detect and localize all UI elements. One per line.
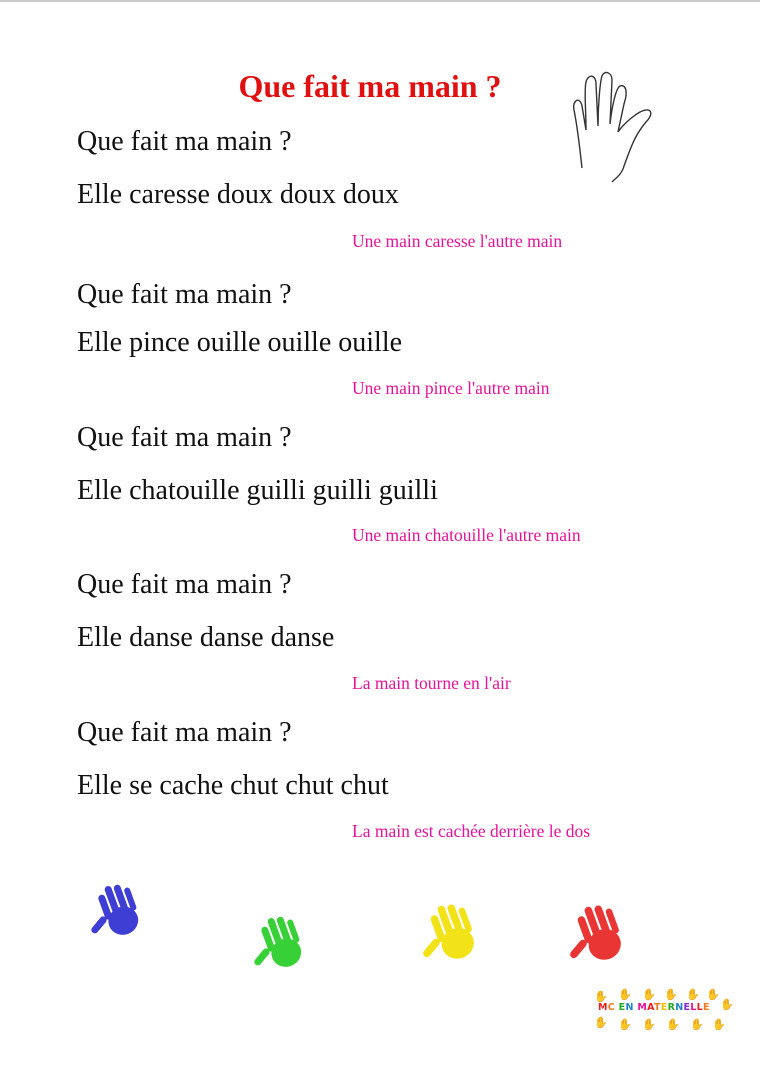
svg-text:✋: ✋	[594, 990, 608, 1003]
svg-text:✋: ✋	[720, 998, 734, 1011]
blue-handprint-icon	[82, 876, 154, 948]
gesture-instruction: Une main chatouille l'autre main	[352, 525, 581, 545]
gesture-instruction: La main tourne en l'air	[352, 673, 511, 693]
red-handprint-icon	[560, 895, 638, 975]
verse-question: Que fait ma main ?	[77, 422, 292, 453]
verse-answer: Elle chatouille guilli guilli guilli	[77, 475, 438, 506]
page-title: Que fait ma main ?	[238, 68, 502, 104]
svg-text:✋: ✋	[594, 1016, 608, 1029]
svg-text:✋: ✋	[664, 988, 678, 1001]
logo-text: MC EN MATERNELLE	[598, 1002, 710, 1013]
svg-text:✋: ✋	[686, 988, 700, 1001]
verse-answer: Elle pince ouille ouille ouille	[77, 327, 403, 358]
verse-question: Que fait ma main ?	[77, 717, 292, 748]
mc-en-maternelle-logo	[588, 986, 734, 1031]
verse-question: Que fait ma main ?	[77, 126, 292, 157]
yellow-handprint-icon	[412, 895, 492, 973]
verse-answer: Elle danse danse danse	[77, 622, 335, 653]
svg-text:✋: ✋	[618, 1018, 632, 1031]
svg-text:✋: ✋	[712, 1018, 726, 1031]
verse-question: Que fait ma main ?	[77, 279, 292, 310]
verse-answer: Elle se cache chut chut chut	[77, 770, 389, 801]
svg-text:✋: ✋	[618, 988, 632, 1001]
verse-question: Que fait ma main ?	[77, 569, 292, 600]
svg-text:✋: ✋	[690, 1018, 704, 1031]
hand-outline-icon	[568, 70, 658, 186]
svg-text:✋: ✋	[706, 988, 720, 1001]
gesture-instruction: La main est cachée derrière le dos	[352, 821, 591, 841]
svg-text:✋: ✋	[642, 988, 656, 1001]
green-handprint-icon	[245, 907, 317, 981]
gesture-instruction: Une main pince l'autre main	[352, 378, 550, 398]
svg-text:✋: ✋	[666, 1018, 680, 1031]
svg-text:✋: ✋	[642, 1018, 656, 1031]
gesture-instruction: Une main caresse l'autre main	[352, 231, 563, 251]
verse-answer: Elle caresse doux doux doux	[77, 179, 399, 210]
